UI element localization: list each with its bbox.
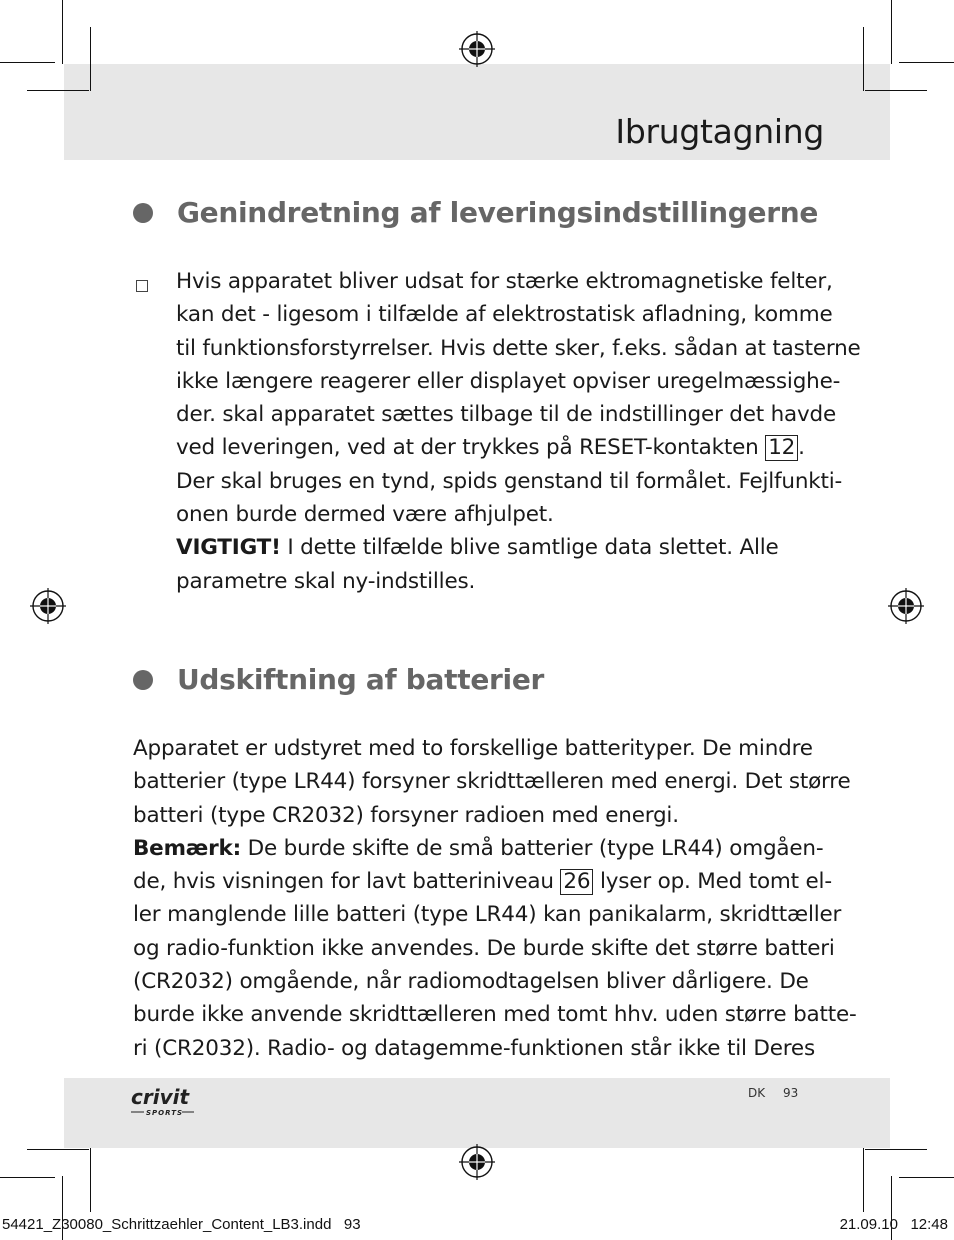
crivit-logo bbox=[130, 1084, 198, 1118]
registration-mark-icon bbox=[30, 588, 66, 624]
important-label: VIGTIGT! bbox=[176, 535, 281, 561]
crop-mark bbox=[0, 1177, 55, 1178]
crop-mark bbox=[899, 1177, 954, 1178]
text-span: I dette tilfælde blive samtlige data slettet. Alle bbox=[280, 535, 779, 561]
text-line: til funktionsforstyrrelser. Hvis dette sker, f.eks. sådan at tasterne bbox=[176, 335, 861, 361]
text-line: Der skal bruges en tynd, spids genstand til formålet. Fejlfunkti- bbox=[176, 468, 843, 494]
crop-mark bbox=[863, 27, 864, 91]
crop-mark bbox=[0, 62, 55, 63]
registration-mark-icon bbox=[459, 31, 495, 67]
text-line bbox=[133, 865, 833, 898]
text-line: batteri (type CR2032) forsyner radioen med energi. bbox=[133, 802, 679, 828]
text-line: onen burde dermed være afhjulpet. bbox=[176, 502, 554, 528]
crop-mark bbox=[865, 90, 927, 91]
battery-paragraph bbox=[133, 732, 857, 1065]
page-number: 93 bbox=[783, 1086, 799, 1100]
text-line: batterier (type LR44) forsyner skridttælleren med energi. Det større bbox=[133, 769, 851, 795]
text-line: og radio-funktion ikke anvendes. De burde skifte det større batteri bbox=[133, 935, 835, 961]
text-line bbox=[133, 832, 833, 865]
text-span: ved leveringen, ved at der trykkes på RESET-kontakten bbox=[176, 435, 766, 461]
bullet-dot-icon bbox=[133, 670, 153, 690]
crop-mark bbox=[27, 90, 89, 91]
note-label: Bemærk: bbox=[133, 835, 242, 861]
text-line bbox=[176, 531, 836, 564]
crop-mark bbox=[891, 0, 892, 64]
page-title: Ibrugtagning bbox=[615, 112, 824, 151]
crop-mark bbox=[899, 62, 954, 63]
print-slug-filename: 54421_Z30080_Schrittzaehler_Content_LB3.indd 93 bbox=[2, 1216, 361, 1233]
section-heading-text: Genindretning af leveringsindstillingerne bbox=[177, 196, 819, 229]
text-line: ikke længere reagerer eller displayet opviser uregelmæssighe- bbox=[176, 368, 841, 394]
registration-mark-icon bbox=[888, 588, 924, 624]
crop-mark bbox=[863, 1148, 864, 1212]
crop-mark bbox=[90, 27, 91, 91]
text-span: . bbox=[798, 435, 805, 461]
text-span: de, hvis visningen for lavt batteriniveau bbox=[133, 869, 561, 895]
reference-number-box: 26 bbox=[560, 869, 593, 895]
language-code: DK bbox=[748, 1086, 766, 1100]
crop-mark bbox=[62, 0, 63, 64]
section-heading bbox=[133, 663, 544, 696]
text-span: De burde skifte de små batterier (type LR44) omgåen- bbox=[241, 835, 824, 861]
logo-subtext: SPORTS bbox=[146, 1109, 184, 1117]
text-line: der. skal apparatet sættes tilbage til de indstillinger det havde bbox=[176, 402, 836, 428]
logo-text: crivit bbox=[131, 1085, 190, 1109]
text-line: (CR2032) omgående, når radiomodtagelsen bliver dårligere. De bbox=[133, 969, 809, 995]
reference-number-box: 12 bbox=[765, 435, 798, 461]
text-line: parametre skal ny-indstilles. bbox=[176, 568, 476, 594]
text-line: burde ikke anvende skridttælleren med tomt hhv. uden større batte- bbox=[133, 1002, 857, 1028]
registration-mark-icon bbox=[459, 1144, 495, 1180]
section-heading bbox=[133, 196, 818, 229]
print-slug-timestamp: 21.09.10 12:48 bbox=[839, 1216, 948, 1233]
section-heading-text: Udskiftning af batterier bbox=[177, 663, 545, 696]
text-line: kan det - ligesom i tilfælde af elektrostatisk afladning, komme bbox=[176, 302, 833, 328]
bullet-dot-icon bbox=[133, 203, 153, 223]
crop-mark bbox=[27, 1149, 89, 1150]
text-line: ler manglende lille batteri (type LR44) kan panikalarm, skridttæller bbox=[133, 902, 842, 928]
text-line: ri (CR2032). Radio- og datagemme-funktionen står ikke til Deres bbox=[133, 1035, 815, 1061]
text-line bbox=[176, 431, 836, 464]
text-line: Hvis apparatet bliver udsat for stærke ektromagnetiske felter, bbox=[176, 269, 833, 294]
crop-mark bbox=[865, 1149, 927, 1150]
text-span: lyser op. Med tomt el- bbox=[593, 869, 832, 895]
checkbox-bullet-icon bbox=[136, 280, 148, 292]
reset-paragraph bbox=[176, 265, 861, 598]
crop-mark bbox=[90, 1148, 91, 1212]
text-line: Apparatet er udstyret med to forskellige batterityper. De mindre bbox=[133, 736, 813, 761]
